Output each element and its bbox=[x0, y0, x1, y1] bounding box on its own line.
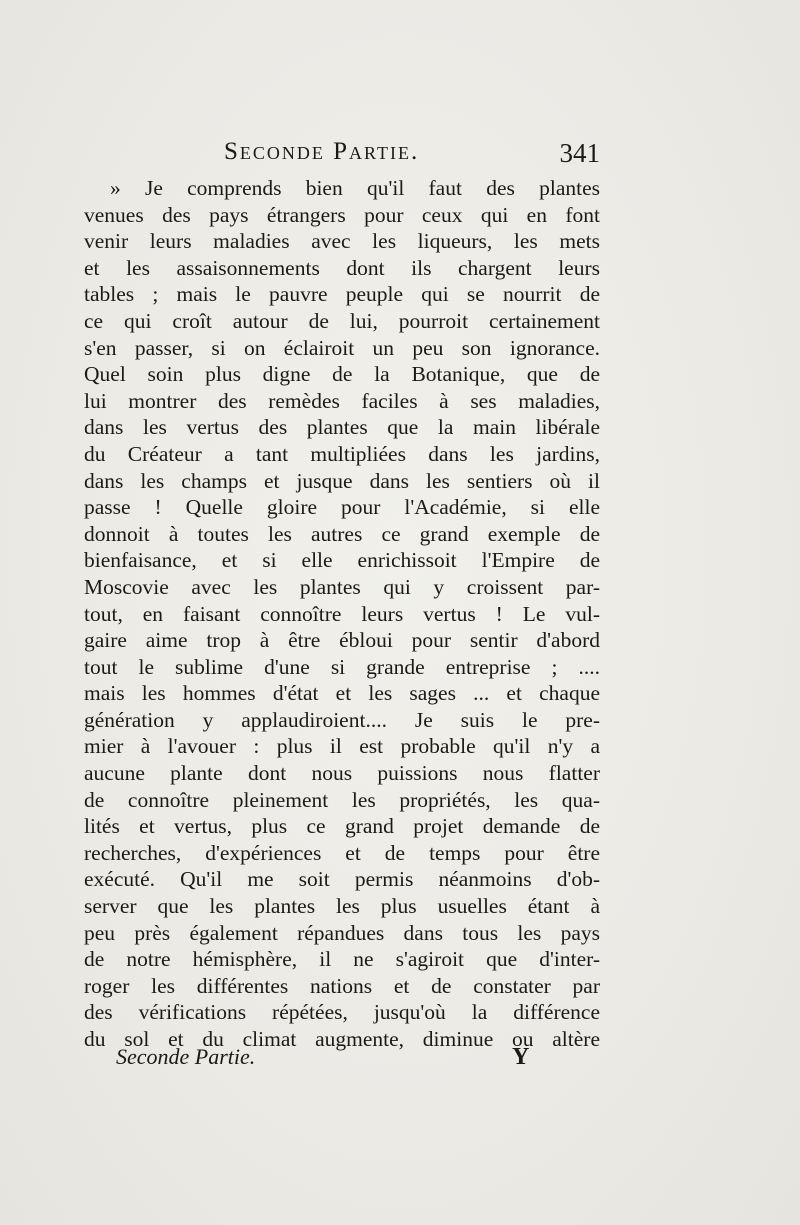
text-line: tout le sublime d'une si grande entreprise ; .... bbox=[84, 654, 600, 679]
text-line: Quel soin plus digne de la Botanique, que de bbox=[84, 362, 600, 387]
text-line: dans les champs et jusque dans les sentiers où il bbox=[84, 468, 600, 493]
text-line: venues des pays étrangers pour ceux qui en font bbox=[84, 202, 600, 227]
text-line: des vérifications répétées, jusqu'où la différence bbox=[84, 1000, 600, 1025]
text-line: du Créateur a tant multipliées dans les jardins, bbox=[84, 441, 600, 466]
text-line: ce qui croît autour de lui, pourroit certainement bbox=[84, 308, 600, 333]
text-line: lités et vertus, plus ce grand projet demande de bbox=[84, 814, 600, 839]
text-line: dans les vertus des plantes que la main libérale bbox=[84, 415, 600, 440]
text-line: et les assaisonnements dont ils chargent leurs bbox=[84, 255, 600, 280]
text-line: recherches, d'expériences et de temps pour être bbox=[84, 840, 600, 865]
signature-line bbox=[84, 1044, 600, 1076]
text-line: peu près également répandues dans tous les pays bbox=[84, 920, 600, 945]
running-title: Seconde Partie. bbox=[224, 138, 420, 165]
signature-mark: Seconde Partie. bbox=[116, 1044, 256, 1069]
text-line: » Je comprends bien qu'il faut des plantes bbox=[110, 176, 600, 200]
text-line: venir leurs maladies avec les liqueurs, les mets bbox=[84, 229, 600, 254]
text-line: de connoître pleinement les propriétés, les qua- bbox=[84, 787, 600, 812]
text-line: de notre hémisphère, il ne s'agiroit que d'inter- bbox=[84, 947, 600, 972]
body-text bbox=[84, 175, 600, 1053]
text-line: gaire aime trop à être ébloui pour sentir d'abord bbox=[84, 628, 600, 653]
text-line: mais les hommes d'état et les sages ... et chaque bbox=[84, 681, 600, 706]
text-line: aucune plante dont nous puissions nous flatter bbox=[84, 761, 600, 786]
text-line: bienfaisance, et si elle enrichissoit l'Empire de bbox=[84, 548, 600, 573]
running-head bbox=[84, 138, 600, 174]
signature-letter: Y bbox=[512, 1044, 530, 1070]
text-line: mier à l'avouer : plus il est probable qu'il n'y a bbox=[84, 734, 600, 759]
page-number: 341 bbox=[559, 138, 600, 168]
text-line: passe ! Quelle gloire pour l'Académie, si elle bbox=[84, 495, 600, 520]
text-line: exécuté. Qu'il me soit permis néanmoins d'ob- bbox=[84, 867, 600, 892]
text-line: server que les plantes les plus usuelles étant à bbox=[84, 894, 600, 919]
text-line: roger les différentes nations et de constater par bbox=[84, 973, 600, 998]
text-line: s'en passer, si on éclairoit un peu son ignorance. bbox=[84, 335, 600, 360]
text-line: donnoit à toutes les autres ce grand exemple de bbox=[84, 521, 600, 546]
text-line: génération y applaudiroient.... Je suis le pre- bbox=[84, 707, 600, 732]
text-line: lui montrer des remèdes faciles à ses maladies, bbox=[84, 388, 600, 413]
text-line: tout, en faisant connoître leurs vertus ! Le vul- bbox=[84, 601, 600, 626]
text-line: tables ; mais le pauvre peuple qui se nourrit de bbox=[84, 282, 600, 307]
text-line: du sol et du climat augmente, diminue ou altère bbox=[84, 1027, 600, 1051]
text-line: Moscovie avec les plantes qui y croissent par- bbox=[84, 574, 600, 599]
